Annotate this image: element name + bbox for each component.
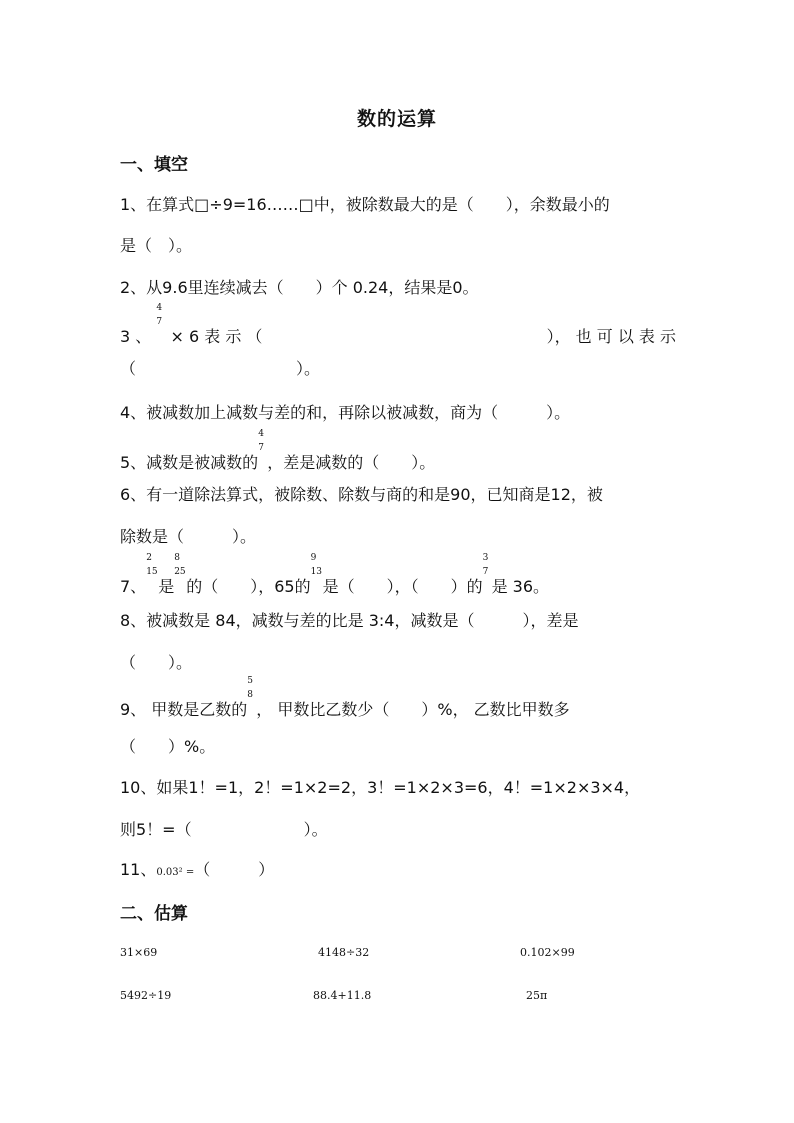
fraction-4-7 xyxy=(258,429,267,468)
fraction-denominator: 7 xyxy=(156,317,163,327)
estimate-item: 4148÷32 xyxy=(318,946,370,959)
section-heading-estimate: 二、估算 xyxy=(120,904,188,924)
question-9-suffix: ， 甲数比乙数少（ ）%， 乙数比甲数多 xyxy=(256,700,570,719)
fraction-numerator: 3 xyxy=(482,553,489,563)
fraction-4-7 xyxy=(156,303,165,342)
question-8-line-2: （ ）。 xyxy=(120,653,193,672)
question-7-text-3: 是（ ），（ ）的 xyxy=(322,577,483,596)
question-3-mid: × 6 表 示 （ xyxy=(170,327,263,346)
question-3-line-2: （ ）。 xyxy=(120,359,321,378)
fraction-numerator: 2 xyxy=(146,553,152,563)
fraction-8-25 xyxy=(174,553,186,592)
question-9-prefix: 9、 甲数是乙数的 xyxy=(120,700,248,719)
fraction-2-15 xyxy=(146,553,158,592)
question-8-line-1: 8、被减数是 84，减数与差的比是 3:4，减数是（ ），差是 xyxy=(120,611,579,630)
fraction-denominator: 13 xyxy=(310,567,323,577)
estimate-item: 25π xyxy=(526,989,548,1002)
section-heading-fill-blank: 一、填空 xyxy=(120,155,188,175)
fraction-denominator: 8 xyxy=(247,690,254,700)
fraction-numerator: 4 xyxy=(156,303,163,313)
question-7 xyxy=(120,553,676,597)
fraction-numerator: 8 xyxy=(174,553,180,563)
estimate-item: 5492÷19 xyxy=(120,989,172,1002)
estimate-item: 31×69 xyxy=(120,946,158,959)
fraction-numerator: 9 xyxy=(310,553,317,563)
fraction-denominator: 25 xyxy=(174,567,186,577)
question-10-line-2: 则5！=（ ）。 xyxy=(120,820,328,839)
fraction-numerator: 4 xyxy=(258,429,264,439)
question-3-close: ）， 也 可 以 表 示 xyxy=(546,327,676,346)
fraction-denominator: 7 xyxy=(482,567,489,577)
fraction-denominator: 15 xyxy=(146,567,158,577)
fraction-9-13 xyxy=(310,553,323,592)
question-9-line-1 xyxy=(120,676,676,720)
question-3-line-1 xyxy=(120,303,676,347)
question-1-line-2: 是（ ）。 xyxy=(120,236,193,255)
question-7-text-1: 是 xyxy=(158,577,175,596)
question-10-line-1: 10、如果1！=1，2！=1×2=2，3！=1×2×3=6，4！=1×2×3×4， xyxy=(120,778,641,797)
estimate-item: 0.102×99 xyxy=(520,946,575,959)
question-2: 2、从9.6里连续减去（ ）个 0.24，结果是0。 xyxy=(120,278,479,297)
question-11-expression: 0.03² = xyxy=(156,867,195,878)
question-5-suffix: ，差是减数的（ ）。 xyxy=(267,453,436,472)
question-11-answer-blank: （ ） xyxy=(194,860,275,879)
page-title: 数的运算 xyxy=(356,108,437,130)
fraction-5-8 xyxy=(247,676,256,715)
fraction-numerator: 5 xyxy=(247,676,254,686)
question-7-text-2: 的（ ），65的 xyxy=(186,577,311,596)
estimate-item: 88.4+11.8 xyxy=(313,989,372,1002)
fraction-denominator: 7 xyxy=(258,443,264,453)
question-9-line-2: （ ）%。 xyxy=(120,737,216,756)
question-7-text-4: 是 36。 xyxy=(491,577,550,596)
question-5-prefix: 5、减数是被减数的 xyxy=(120,453,259,472)
question-3-prefix: 3 、 xyxy=(120,327,152,346)
question-3-left xyxy=(120,303,263,347)
fraction-3-7 xyxy=(482,553,492,592)
question-6-line-1: 6、有一道除法算式，被除数、除数与商的和是90，已知商是12，被 xyxy=(120,485,603,504)
question-11 xyxy=(120,857,676,880)
question-1-line-1: 1、在算式□÷9=16……□中，被除数最大的是（ ），余数最小的 xyxy=(120,195,610,214)
question-7-prefix: 7、 xyxy=(120,577,147,596)
question-4: 4、被减数加上减数与差的和，再除以被减数，商为（ ）。 xyxy=(120,403,571,422)
question-6-line-2: 除数是（ ）。 xyxy=(120,527,257,546)
question-11-prefix: 11、 xyxy=(120,860,157,879)
question-5 xyxy=(120,429,676,473)
